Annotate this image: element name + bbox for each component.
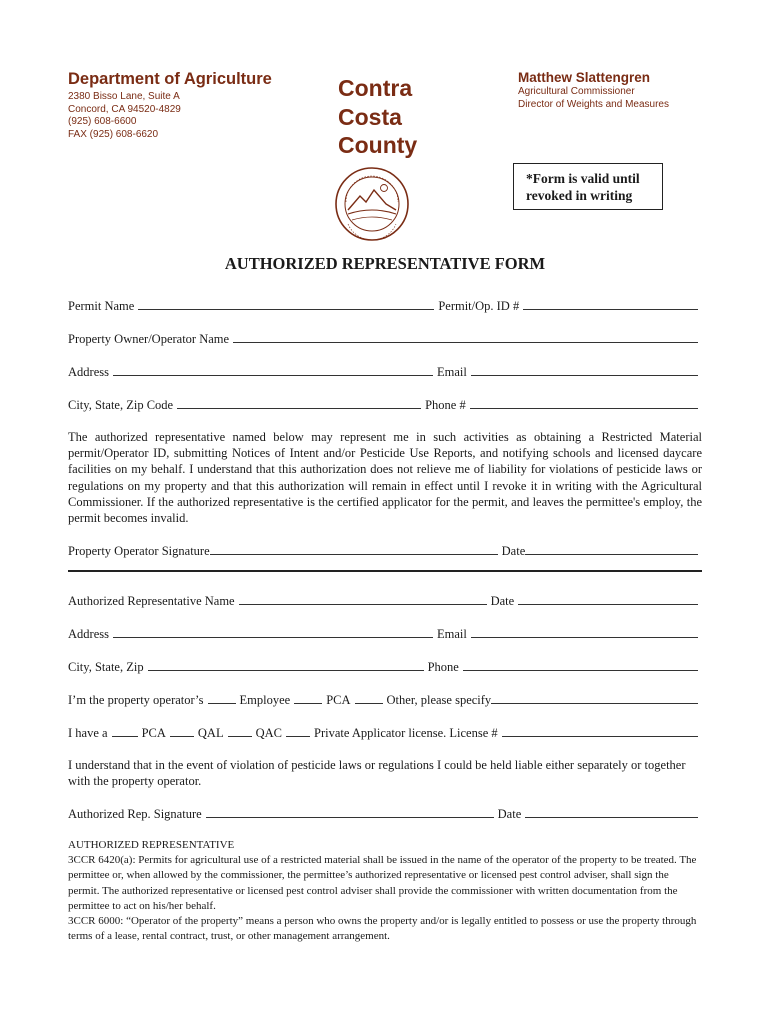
- email-field[interactable]: [471, 364, 698, 376]
- section-divider: [68, 570, 702, 572]
- regulation-footer: [68, 838, 702, 944]
- rep-name-field[interactable]: [239, 593, 487, 605]
- county-line: County: [338, 132, 418, 158]
- department-address: [68, 91, 181, 141]
- county-line: Contra: [338, 75, 413, 101]
- phone-label: Phone #: [425, 398, 466, 412]
- phone-field[interactable]: [470, 397, 698, 409]
- fax-line: FAX (925) 608-6620: [68, 128, 159, 140]
- rep-name-row: [68, 593, 702, 609]
- rep-email-field[interactable]: [471, 626, 698, 638]
- city-row: [68, 397, 702, 413]
- validity-note-line: *Form is valid until: [526, 171, 640, 186]
- employee-label: Employee: [239, 693, 291, 707]
- pca-check-field[interactable]: [294, 692, 322, 704]
- operator-signature-field[interactable]: [210, 543, 498, 555]
- address-field[interactable]: [113, 364, 433, 376]
- permit-id-label: Permit/Op. ID #: [438, 299, 520, 313]
- form-title: AUTHORIZED REPRESENTATIVE FORM: [224, 254, 546, 273]
- rep-city-label: City, State, Zip: [68, 660, 144, 674]
- qal-license-check[interactable]: [170, 725, 194, 737]
- owner-row: [68, 331, 702, 347]
- city-label: City, State, Zip Code: [68, 398, 174, 412]
- qac-license-check[interactable]: [228, 725, 252, 737]
- license-row: [68, 725, 702, 741]
- validity-note-line: revoked in writing: [526, 188, 633, 203]
- county-line: Costa: [338, 103, 402, 130]
- rep-phone-label: Phone: [427, 660, 459, 674]
- rep-signature-date-label: Date: [497, 807, 522, 821]
- regulation-6420: 3CCR 6420(a): Permits for agricultural use of a restricted material shall be issued in the name of the operator of the property to be treated. The permittee or, when allowed by the commissioner, the permittee’s authorized representative or licensed pest control adviser, shall sign the permit. The authorized representative or licensed pest control adviser shall provide the commissioner with written documentation from the permittee to act on his/her behalf.: [68, 854, 697, 912]
- liability-statement: I understand that in the event of violation of pesticide laws or regulations I could be held liable either separately or together with the property operator.: [68, 758, 686, 789]
- pca-license-label: PCA: [141, 726, 166, 740]
- rep-address-label: Address: [68, 627, 109, 641]
- permit-id-field[interactable]: [523, 298, 698, 310]
- rep-date-label: Date: [490, 594, 515, 608]
- rep-signature-row: [68, 806, 702, 822]
- rep-date-field[interactable]: [518, 593, 698, 605]
- owner-name-field[interactable]: [233, 331, 698, 343]
- operator-date-label: Date: [501, 544, 526, 558]
- department-title: Department of Agriculture: [68, 70, 272, 88]
- footer-heading: AUTHORIZED REPRESENTATIVE: [68, 839, 235, 851]
- other-specify-field[interactable]: [491, 692, 698, 704]
- permit-name-label: Permit Name: [68, 299, 135, 313]
- operator-signature-label: Property Operator Signature: [68, 544, 210, 558]
- address-row: [68, 364, 702, 380]
- city-field[interactable]: [177, 397, 421, 409]
- private-license-label: Private Applicator license. License #: [314, 726, 498, 740]
- qal-license-label: QAL: [197, 726, 224, 740]
- rep-signature-date-field[interactable]: [525, 806, 698, 818]
- rep-address-row: [68, 626, 702, 642]
- email-label: Email: [436, 365, 467, 379]
- other-check-field[interactable]: [355, 692, 383, 704]
- pca-label: PCA: [326, 693, 351, 707]
- relation-label: I’m the property operator’s: [68, 693, 204, 707]
- address-line: 2380 Bisso Lane, Suite A: [68, 91, 180, 102]
- validity-note-box: [513, 163, 663, 210]
- address-label: Address: [68, 365, 109, 379]
- relation-row: [68, 692, 702, 708]
- county-name: [338, 74, 417, 160]
- authorization-paragraph: The authorized representative named below may represent me in such activities as obtaining a Restricted Material permit/Operator ID, submitting Notices of Intent and/or Pesticide Use Reports, and notifying schools and licensed daycare facilities on my behalf. I understand that this authorization does not relieve me of liability for violations of pesticide laws or regulations on my property and that this authorization will remain in effect until I revoke it in writing with the Agricultural Commissioner. If the authorized representative is the certified applicator for the permit, and leaves the permittee's employ, the permit becomes invalid.: [68, 430, 702, 526]
- operator-signature-row: [68, 543, 702, 559]
- permit-name-field[interactable]: [138, 298, 434, 310]
- rep-city-row: [68, 659, 702, 675]
- rep-email-label: Email: [436, 627, 467, 641]
- license-number-field[interactable]: [502, 725, 698, 737]
- county-seal-icon: [334, 166, 410, 242]
- rep-name-label: Authorized Representative Name: [68, 594, 235, 608]
- rep-phone-field[interactable]: [463, 659, 698, 671]
- regulation-6000: 3CCR 6000: “Operator of the property” means a person who owns the property and/or is legally entitled to possess or use the property through terms of a lease, rental contract, trust, or other management arrangement.: [68, 915, 697, 943]
- address-line: Concord, CA 94520-4829: [68, 103, 181, 115]
- owner-name-label: Property Owner/Operator Name: [68, 332, 230, 346]
- phone-line: (925) 608-6600: [68, 116, 137, 128]
- commissioner-titles: [518, 86, 669, 111]
- license-prefix-label: I have a: [68, 726, 108, 740]
- permit-row: [68, 298, 702, 314]
- other-label: Other, please specify: [386, 693, 492, 707]
- rep-signature-label: Authorized Rep. Signature: [68, 807, 202, 821]
- rep-address-field[interactable]: [113, 626, 433, 638]
- operator-date-field[interactable]: [525, 543, 698, 555]
- commissioner-title: Director of Weights and Measures: [518, 98, 669, 110]
- commissioner-name: Matthew Slattengren: [518, 70, 651, 85]
- employee-check-field[interactable]: [208, 692, 236, 704]
- rep-city-field[interactable]: [148, 659, 424, 671]
- rep-signature-field[interactable]: [206, 806, 494, 818]
- private-license-check[interactable]: [286, 725, 310, 737]
- commissioner-title: Agricultural Commissioner: [518, 86, 635, 97]
- qac-license-label: QAC: [255, 726, 282, 740]
- pca-license-check[interactable]: [112, 725, 138, 737]
